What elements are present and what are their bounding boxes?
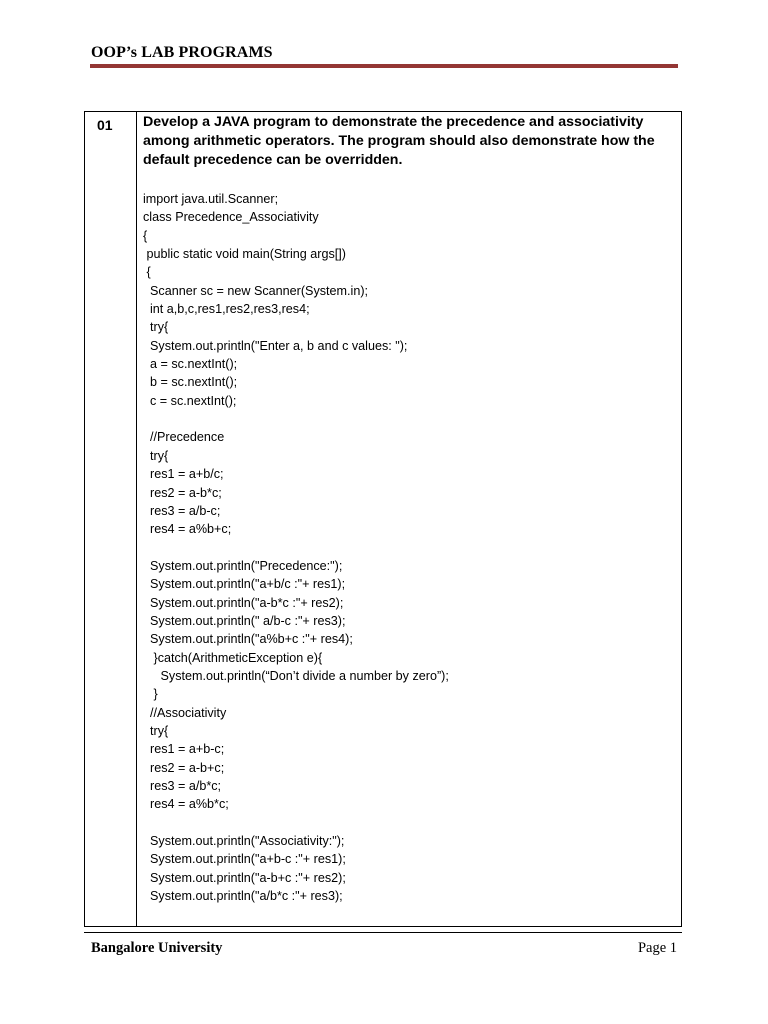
code-line: res1 = a+b/c;: [143, 467, 224, 482]
code-line: }: [143, 687, 158, 702]
code-line: public static void main(String args[]): [143, 247, 346, 262]
code-line: System.out.println("a/b*c :"+ res3);: [143, 889, 343, 904]
code-line: try{: [143, 723, 169, 738]
code-line: try{: [143, 320, 169, 335]
code-line: System.out.println("a+b/c :"+ res1);: [143, 577, 346, 592]
code-line: System.out.println(“Don’t divide a number by zero”);: [143, 668, 449, 683]
code-line: res4 = a%b*c;: [143, 797, 229, 812]
code-line: //Associativity: [143, 705, 227, 720]
table-column-divider: [136, 112, 137, 926]
code-line: System.out.println("a-b+c :"+ res2);: [143, 870, 346, 885]
code-line: System.out.println("Enter a, b and c values: ");: [143, 338, 408, 353]
code-line: System.out.println("Precedence:");: [143, 558, 343, 573]
code-line: res2 = a-b*c;: [143, 485, 222, 500]
code-line: a = sc.nextInt();: [143, 357, 238, 372]
footer-page-number: Page 1: [637, 940, 677, 956]
code-line: b = sc.nextInt();: [143, 375, 238, 390]
code-line: //Precedence: [143, 430, 225, 445]
header-divider: [90, 64, 678, 68]
footer-institution: Bangalore University: [91, 940, 223, 956]
footer-divider: [84, 932, 682, 933]
code-line: res3 = a/b-c;: [143, 503, 221, 518]
code-line: [143, 814, 449, 832]
code-line: import java.util.Scanner;: [143, 192, 279, 206]
code-line: System.out.println("a%b+c :"+ res4);: [143, 632, 353, 647]
code-line: System.out.println("Associativity:");: [143, 834, 345, 849]
code-line: }catch(ArithmeticException e){: [143, 650, 323, 665]
code-line: System.out.println(" a/b-c :"+ res3);: [143, 613, 346, 628]
code-line: res3 = a/b*c;: [143, 779, 222, 793]
document-header-title: OOP’s LAB PROGRAMS: [91, 44, 273, 61]
code-line: [143, 539, 449, 557]
code-line: res2 = a-b+c;: [143, 760, 225, 775]
code-line: try{: [143, 448, 169, 463]
program-number: 01: [97, 117, 113, 133]
code-line: int a,b,c,res1,res2,res3,res4;: [143, 302, 310, 317]
code-line: Scanner sc = new Scanner(System.in);: [143, 283, 369, 298]
code-line: {: [143, 228, 148, 243]
code-line: System.out.println("a+b-c :"+ res1);: [143, 852, 346, 867]
code-line: [143, 410, 449, 428]
code-line: c = sc.nextInt();: [143, 393, 237, 408]
program-table: [84, 111, 682, 927]
code-listing: [143, 190, 449, 905]
code-line: res1 = a+b-c;: [143, 742, 225, 757]
code-line: class Precedence_Associativity: [143, 210, 319, 225]
code-line: {: [143, 265, 151, 280]
program-title: Develop a JAVA program to demonstrate the precedence and associativity among arithmetic operators. The program should also demonstrate how the default precedence can be overridden.: [143, 114, 655, 168]
code-line: System.out.println("a-b*c :"+ res2);: [143, 595, 344, 610]
code-line: res4 = a%b+c;: [143, 522, 232, 537]
